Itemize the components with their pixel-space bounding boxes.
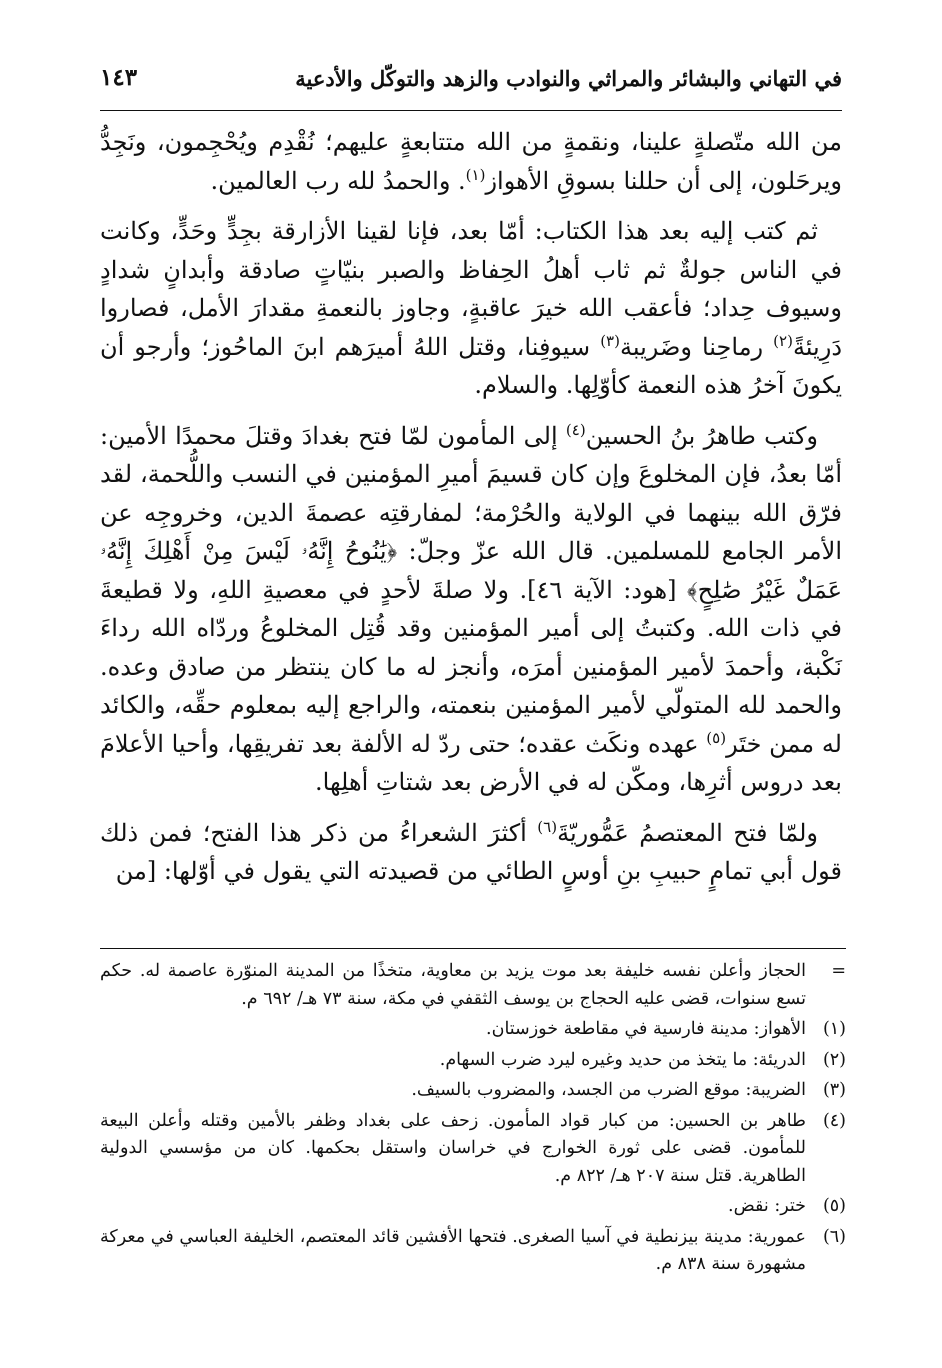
footnote-ref: (٣) bbox=[600, 331, 620, 350]
paragraph-part: ثم كتب إليه بعد هذا الكتاب: أمّا بعد، فإنا لقينا الأزارقة بجِدٍّ وحَدٍّ، وكانت في الناس جولةٌ ثم ثاب أهلُ الحِفاظ والصبر بنيّاتٍ صادقة وأبدانٍ شدادٍ وسيوف حِداد؛ فأعقب الله خيرَ عاقبةٍ، وجاوز بالنعمةِ مقدارَ الأمل، فصاروا دَرِيئةً bbox=[100, 217, 843, 361]
footnote-ref: (١) bbox=[465, 165, 486, 184]
footnote-ref: (٤) bbox=[565, 420, 586, 439]
paragraph bbox=[100, 814, 842, 891]
paragraph bbox=[100, 417, 842, 802]
running-title: في التهاني والبشائر والمراثي والنوادب والزهد والتوكّل والأدعية bbox=[295, 66, 842, 91]
footnote-ref: (٦) bbox=[537, 817, 558, 836]
paragraph-part: أكثرَ الشعراءُ من ذكر هذا الفتح؛ فمن ذلك قول أبي تمامٍ حبيبِ بنِ أوسٍ الطائي من قصيدته التي يقول في أوّلها: [من bbox=[100, 818, 842, 885]
footnote-text: الدريئة: ما يتخذ من حديد وغيره ليرد ضرب السهام. bbox=[439, 1049, 806, 1070]
paragraph-part: سيوفِنا، وقتل اللهُ أميرَهم ابنَ الماحُوز؛ وأرجو أن يكونَ آخرُ هذه النعمة كأوّلِها. والسلام. bbox=[100, 332, 842, 399]
paragraph-part: عهده ونكَث عقده؛ حتى ردّ له الألفة بعد تفريقِها، وأحيا الأعلامَ بعد دروس أثرِها، ومكّن له في الأرض بعد شتاتِ أهلِها. bbox=[100, 729, 842, 796]
running-header bbox=[100, 62, 842, 111]
footnote bbox=[100, 958, 846, 1013]
paragraph-part: ولمّا فتح المعتصمُ عَمُّوريّةَ bbox=[557, 818, 818, 847]
footnote bbox=[100, 1077, 846, 1105]
footnote bbox=[100, 1224, 846, 1279]
footnote bbox=[100, 1193, 846, 1221]
footnote-text: طاهر بن الحسين: من كبار قواد المأمون. زحف على بغداد وظفر بالأمين وقتله وأعلن البيعة للمأمون. قضى على ثورة الخوارج في خراسان واستقل بحكمها. كان من مؤسسي الدولية الطاهرية. قتل سنة ٢٠٧ هـ/ ٨٢٢ م. bbox=[100, 1110, 806, 1186]
footnote-separator bbox=[100, 948, 846, 949]
paragraph bbox=[100, 212, 842, 405]
footnote-number: (١) bbox=[822, 1019, 846, 1039]
footnote bbox=[100, 1108, 846, 1191]
footnote bbox=[100, 1016, 846, 1044]
main-text bbox=[100, 123, 842, 891]
footnote-number: (٢) bbox=[822, 1049, 846, 1070]
footnote-number: (٣) bbox=[822, 1080, 846, 1100]
footnote-number: (٥) bbox=[822, 1196, 846, 1216]
paragraph-part: إلى المأمون لمّا فتح بغدادَ وقتلَ محمدًا الأمين: أمّا بعدُ، فإن المخلوعَ وإن كان قسيمَ أميرِ المؤمنين في النسب واللُّحمة، لقد فرّق الله بينهما في الولاية والحُرْمة؛ لمفارقتِه عصمةَ الدين، وخروجِه عن الأمر الجامع للمسلمين. قال الله عزّ وجلّ: ﴿يَٰنُوحُ إِنَّهُۥ لَيْسَ مِنْ أَهْلِكَ إِنَّهُۥ عَمَلٌ غَيْرُ صَٰلِحٍ﴾ [هود: الآية ٤٦]. ولا صلةَ لأحدٍ في معصيةِ اللهِ، ولا قطيعةَ في ذات الله. وكتبتُ إلى أمير المؤمنين وقد قُتِل المخلوعُ وردّاه الله رداءَ نَكْبة، وأحمدَ لأمير المؤمنين أمرَه، وأنجز له ما كان ينتظر من صادق وعده. والحمد لله المتولّي لأمير المؤمنين بنعمته، والراجع إليه بمعلوم حقِّه، والكائد له ممن ختَر bbox=[100, 421, 843, 758]
footnote-text: الحجاز وأعلن نفسه خليفة بعد موت يزيد بن معاوية، متخذًا من المدينة المنوّرة عاصمة له. حكم تسع سنوات، قضى عليه الحجاج بن يوسف الثقفي في مكة، سنة ٧٣ هـ/ ٦٩٢ م. bbox=[100, 961, 806, 1009]
footnote-text: الأهواز: مدينة فارسية في مقاطعة خوزستان. bbox=[486, 1019, 806, 1039]
footnote-text: الضريبة: موقع الضرب من الجسد، والمضروب بالسيف. bbox=[411, 1080, 806, 1100]
paragraph-part: رماحِنا وضَريبة bbox=[619, 332, 774, 361]
page-number: ١٤٣ bbox=[100, 64, 138, 91]
footnote-number: (٤) bbox=[822, 1110, 846, 1131]
page bbox=[100, 62, 842, 903]
footnote bbox=[100, 1047, 846, 1075]
footnote-ref: (٢) bbox=[773, 331, 793, 350]
paragraph-part: وكتب طاهرُ بنُ الحسين bbox=[585, 421, 818, 450]
footnote-number: (٦) bbox=[822, 1226, 846, 1247]
footnotes bbox=[100, 958, 846, 1282]
footnote-text: ختر: نقض. bbox=[728, 1196, 806, 1216]
footnote-text: عمورية: مدينة بيزنطية في آسيا الصغرى. فتحها الأفشين قائد المعتصم، الخليفة العباسي في معركة مشهورة سنة ٨٣٨ م. bbox=[100, 1226, 806, 1274]
paragraph-part: من الله متّصلةٍ علينا، ونقمةٍ من الله متتابعةٍ عليهم؛ نُقْدِم ويُحْجِمون، ونَجِدُّ ويرحَلون، إلى أن حللنا بسوقِ الأهواز bbox=[100, 128, 843, 195]
footnote-ref: (٥) bbox=[706, 728, 727, 747]
paragraph-part: . والحمدُ لله رب العالمين. bbox=[210, 166, 466, 195]
paragraph bbox=[100, 123, 842, 200]
footnote-number: = bbox=[831, 961, 846, 981]
